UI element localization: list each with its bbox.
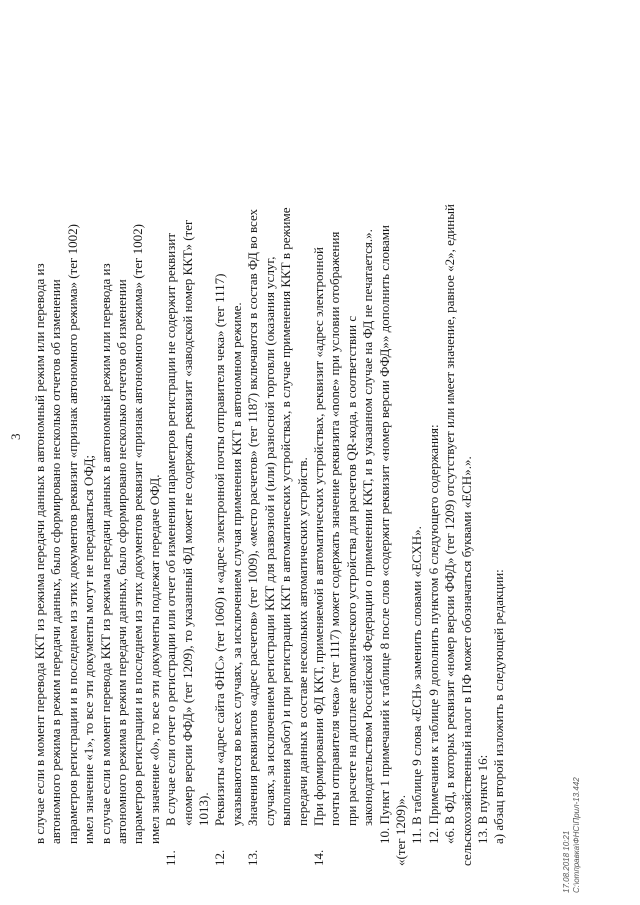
text-line — [245, 46, 261, 866]
line-text: законодательством Российской Федерации о применении ККТ, и в указанном случае на ФД не печатается.». — [360, 229, 376, 826]
line-text: Значения реквизитов «адрес расчетов» (тег 1009), «место расчетов» (тег 1187) включаются в состав ФД во всех — [245, 208, 261, 826]
rotated-document-body — [32, 46, 588, 866]
line-text: 12. Примечания к таблице 9 дополнить пунктом 6 следующего содержания: — [425, 424, 441, 844]
text-line — [377, 46, 393, 866]
line-text: параметров регистрации и в последнем из этих документов реквизит «признак автономного режима» (тег 1002) — [130, 224, 146, 844]
line-text: 11. В таблице 9 слова «ЕСН» заменить словами «ЕСХН». — [409, 526, 425, 844]
footer-file-path: С:\отправка\ФНС\Прил-13.442 — [572, 777, 581, 893]
text-line — [130, 46, 146, 866]
line-text: случаях, за исключением регистрации ККТ для развозной и (или) разносной торговли (оказания услуг, — [261, 256, 277, 826]
line-text: а) абзац второй изложить в следующей редакции: — [491, 569, 507, 844]
text-line — [163, 46, 179, 866]
line-text: при расчете на дисплее автоматического устройства для расчетов QR-кода, в соответствии с — [343, 315, 359, 826]
text-line — [81, 46, 97, 866]
item-number: 11. — [163, 850, 179, 866]
text-line — [409, 46, 425, 866]
text-line — [442, 46, 458, 866]
line-text: выполнения работ) и при регистрации ККТ в автоматических устройствах, в случае применения ККТ в режиме — [278, 207, 294, 826]
text-line — [32, 46, 48, 866]
text-line — [196, 46, 212, 866]
text-line — [262, 46, 278, 866]
line-text: В случае если отчет о регистрации или отчет об изменении параметров регистрации не содержит реквизит — [163, 232, 179, 826]
line-text: имел значение «0», то все эти документы подлежат передаче ОФД. — [146, 474, 162, 844]
text-line — [360, 46, 376, 866]
line-text: автономного режима в режим передачи данных, было сформировано несколько отчетов об изменении — [114, 279, 130, 844]
text-line — [48, 46, 64, 866]
line-text: автономного режима в режим передачи данных, было сформировано несколько отчетов об изменении — [48, 279, 64, 844]
text-line — [311, 46, 327, 866]
text-line — [459, 46, 475, 866]
text-line — [180, 46, 196, 866]
footer-timestamp: 17.08.2018 10:21 — [562, 830, 571, 893]
text-line — [344, 46, 360, 866]
text-line — [212, 46, 228, 866]
line-text: почты отправителя чека» (тег 1117) может содержать значение реквизита «none» при условии отображения — [327, 231, 343, 826]
line-text: параметров регистрации и в последнем из этих документов реквизит «признак автономного режима» (тег 1002) — [64, 224, 80, 844]
line-text: При формировании ФД ККТ, применяемой в автоматических устройствах, реквизит «адрес электронной — [310, 247, 326, 826]
text-line — [295, 46, 311, 866]
text-line — [65, 46, 81, 866]
text-line — [147, 46, 163, 866]
text-line — [98, 46, 114, 866]
line-text: указываются во всех случаях, за исключением случая применения ККТ в автономном режиме. — [228, 302, 244, 826]
document-footer — [562, 777, 582, 893]
text-line — [426, 46, 442, 866]
line-text: 1013). — [196, 792, 212, 826]
text-line — [393, 46, 409, 866]
line-text: «(тег 1209)». — [392, 795, 408, 866]
line-text: 10. Пункт 1 примечаний к таблице 8 после слов «содержит реквизит «номер версии ФФД»» дополнить словами — [376, 225, 392, 844]
line-text: «6. В ФД, в которых реквизит «номер версии ФФД» (тег 1209) отсутствует или имеет значение, равное «2», единый — [442, 204, 458, 844]
text-line — [327, 46, 343, 866]
line-text: «номер версии ФФД» (тег 1209), то указанный ФД может не содержать реквизит «заводской номер ККТ» (тег — [179, 219, 195, 826]
text-line — [475, 46, 491, 866]
line-text: Реквизиты «адрес сайта ФНС» (тег 1060) и «адрес электронной почты отправителя чека» (тег 1117) — [212, 273, 228, 826]
line-text: имел значение «1», то все эти документы могут не передаваться ОФД; — [81, 454, 97, 844]
item-number: 12. — [212, 849, 228, 866]
text-line — [278, 46, 294, 866]
item-number: 14. — [310, 849, 326, 866]
line-text: 13. В пункте 16: — [474, 754, 490, 844]
page-number: 3 — [8, 433, 23, 440]
text-line — [114, 46, 130, 866]
line-text: в случае если в момент перевода ККТ из режима передачи данных в автономный режим или перевода из — [97, 263, 113, 844]
item-number: 13. — [245, 849, 261, 866]
line-text: сельскохозяйственный налог в ПФ может обозначаться буквами «ЕСН».». — [458, 456, 474, 866]
text-line — [229, 46, 245, 866]
text-line — [491, 46, 507, 866]
line-text: в случае если в момент перевода ККТ из режима передачи данных в автономный режим или перевода из — [32, 263, 47, 844]
line-text: передачи данных в составе нескольких автоматических устройств. — [294, 457, 310, 826]
